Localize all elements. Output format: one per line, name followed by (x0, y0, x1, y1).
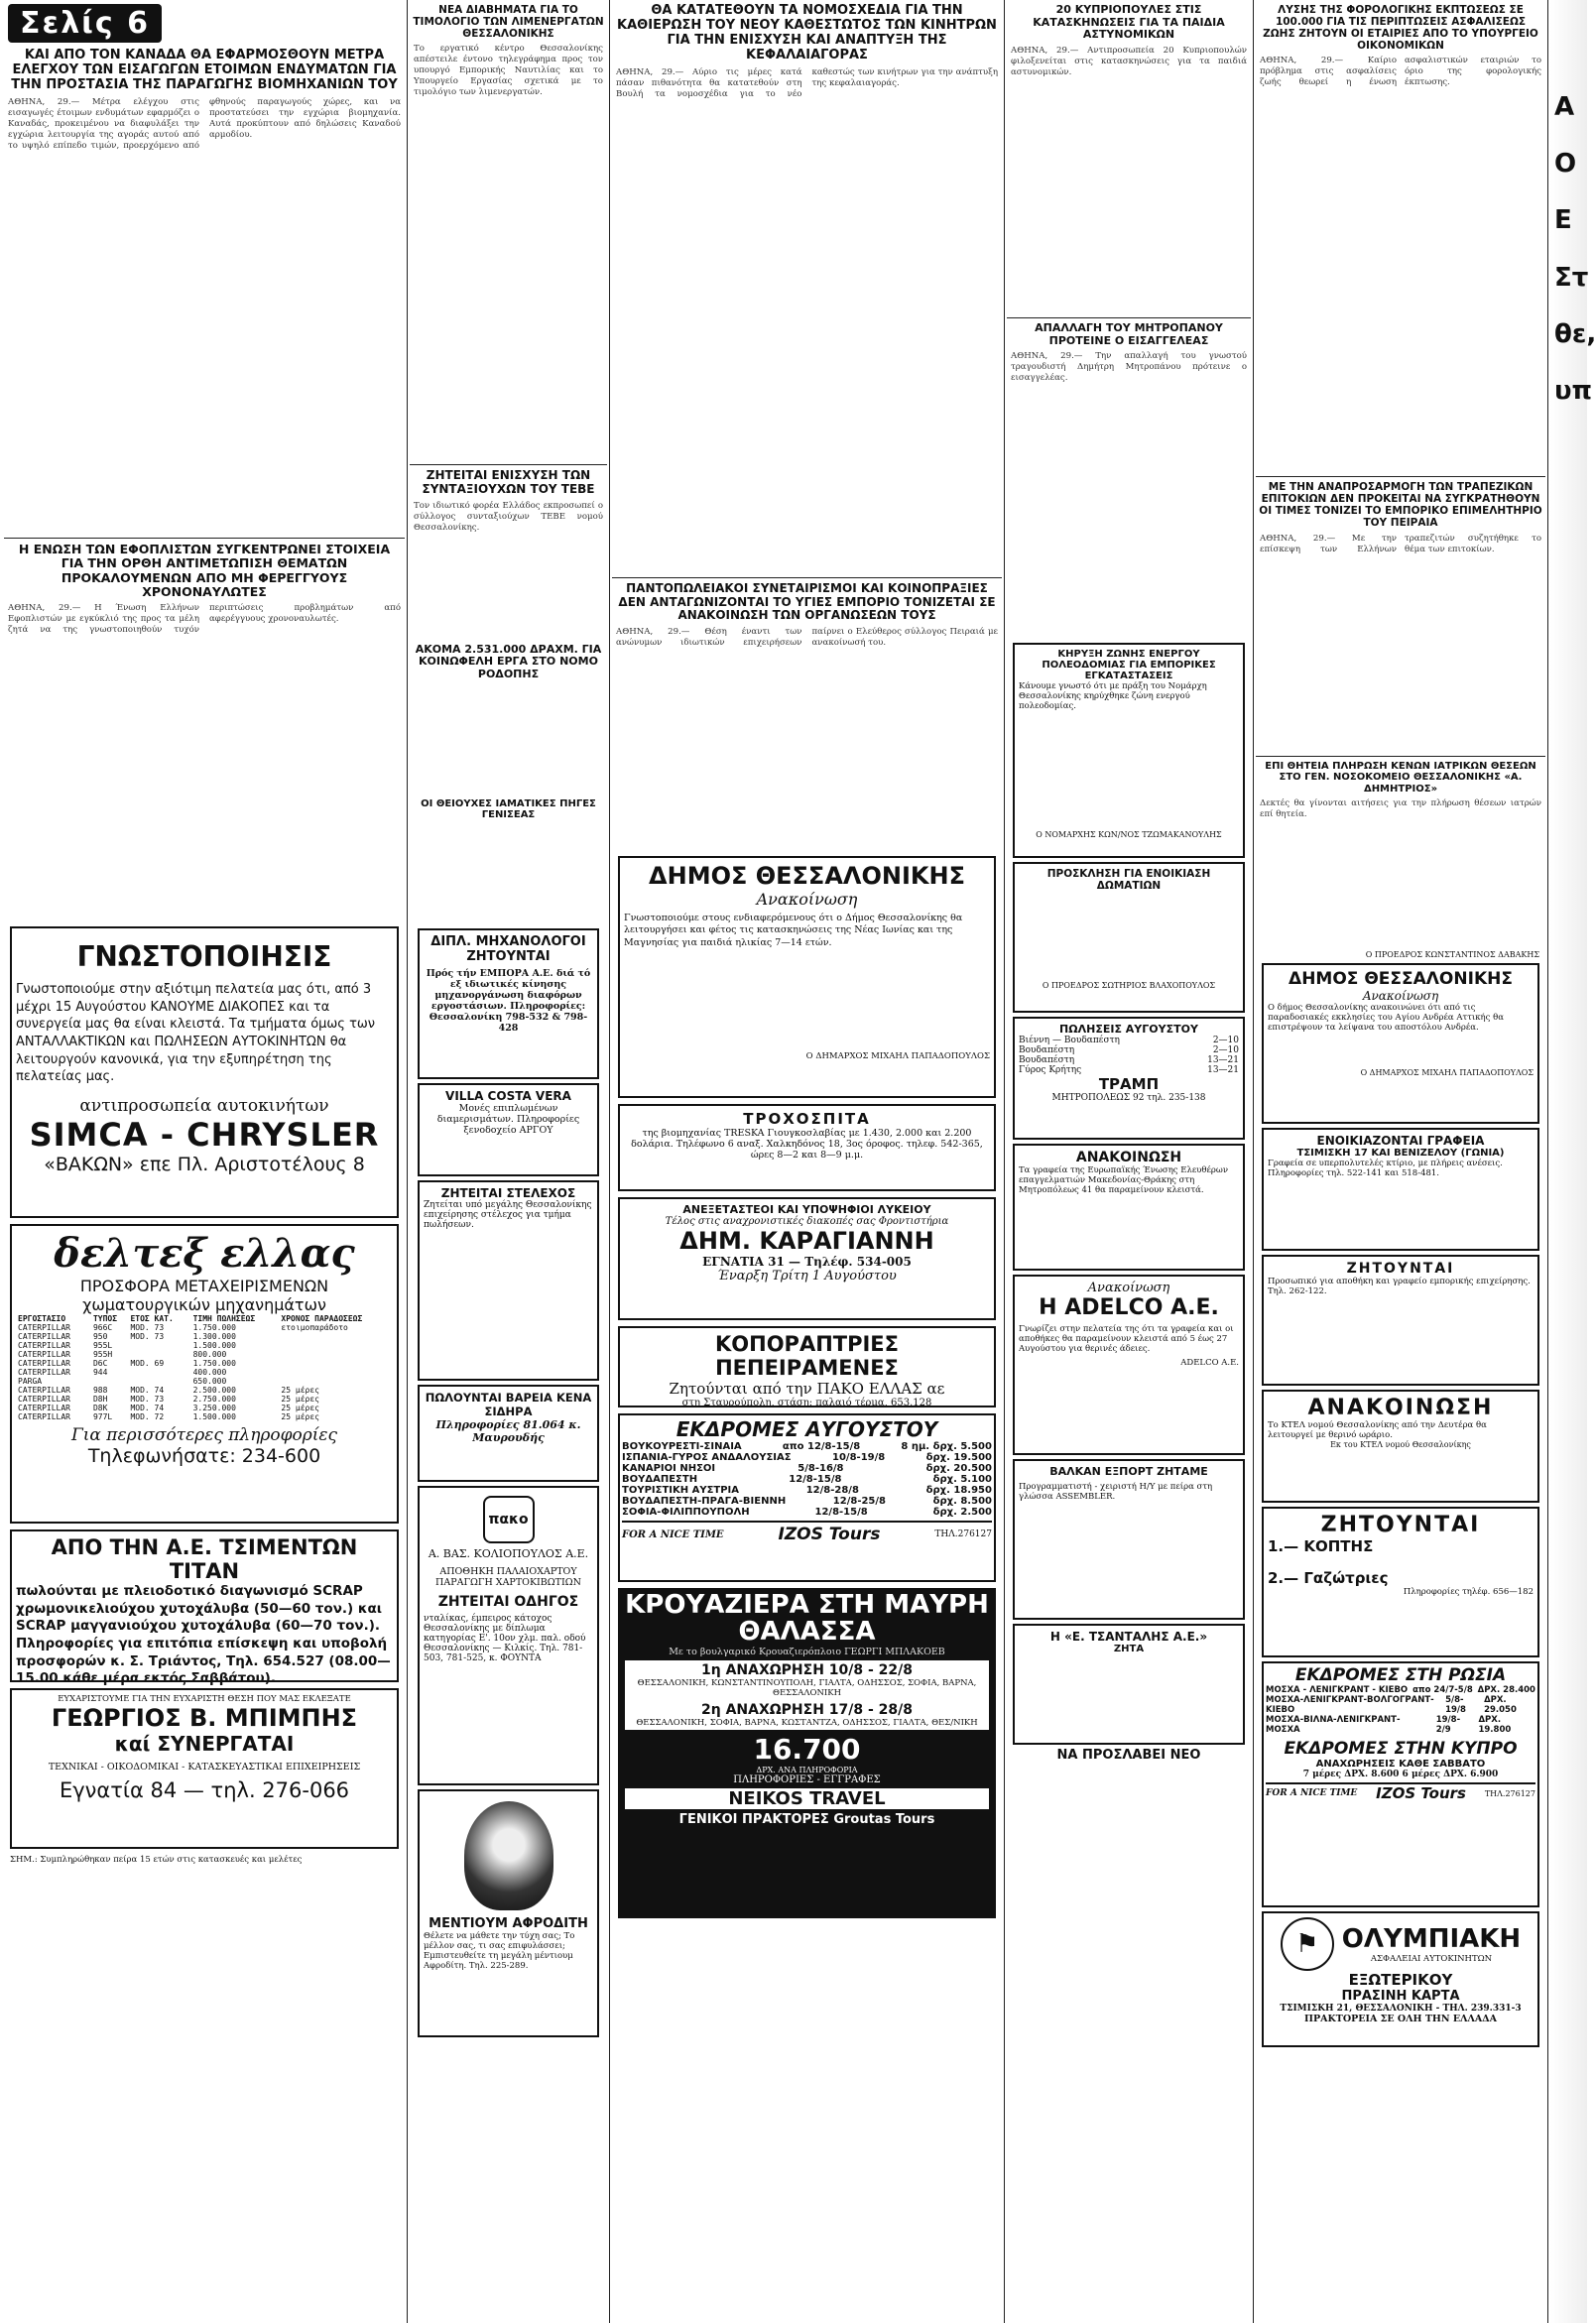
ad-seamstresses: ΚΟΠΟΡΑΠΤΡΙΕΣ ΠΕΠΕΙΡΑΜΕΝΕΣ Ζητούνται από την ΠΑΚΟ ΕΛΛΑΣ αε στη Σταυρούπολη, στάση: παλαιό τέρμα, 653.128 (618, 1326, 996, 1407)
table-header-cell: ΕΤΟΣ ΚΑΤ. (130, 1314, 174, 1324)
headline-cooperatives: ΠΑΝΤΟΠΩΛΕΙΑΚΟΙ ΣΥΝΕΤΑΙΡΙΣΜΟΙ ΚΑΙ ΚΟΙΝΟΠΡΑΞΙΕΣ ΔΕΝ ΑΝΤΑΓΩΝΙΖΟΝΤΑΙ ΤΟ ΥΓΙΕΣ ΕΜΠΟΡΙΟ ΤΟΝΙΖΕΤΑΙ ΣΕ ΑΝΑΚΟΙΝΩΣΗ ΤΩΝ ΟΡΓΑΝΩΣΕΩΝ ΤΟΥΣ (618, 580, 996, 623)
table-header-cell: ΕΡΓΟΣΤΑΣΙΟ (18, 1314, 66, 1324)
headline-insurance-tax: ΛΥΣΗΣ ΤΗΣ ΦΟΡΟΛΟΓΙΚΗΣ ΕΚΠΤΩΣΕΩΣ ΣΕ 100.000 ΓΙΑ ΤΙΣ ΠΕΡΙΠΤΩΣΕΙΣ ΑΣΦΑΛΙΣΕΩΣ ΖΩΗΣ ΖΗΤΟΥΝ ΟΙ ΕΤΑΙΡΙΕΣ ΑΠΟ ΤΟ ΥΠΟΥΡΓΕΙΟ ΟΙΚΟΝΟΜΙΚΩΝ (1263, 4, 1538, 53)
table-header-cell: ΤΙΜΗ ΠΩΛΗΣΕΩΣ (192, 1314, 256, 1324)
table-cell: 1.500.000 (192, 1412, 236, 1422)
table-header-cell: ΧΡΟΝΟΣ ΠΑΡΑΔΟΣΕΩΣ (281, 1314, 363, 1324)
table-cell: 800.000 (192, 1350, 227, 1360)
table-cell: 1.750.000 (192, 1323, 236, 1333)
tour-row-cell: ΒΟΥΚΟΥΡΕΣΤΙ-ΣΙΝΑΙΑ (622, 1441, 742, 1453)
tour-row (1019, 1055, 1239, 1065)
tour-row (622, 1452, 992, 1463)
tour-row (1266, 1695, 1535, 1715)
table-cell: 25 μέρες (281, 1386, 319, 1396)
table-row (16, 1341, 393, 1350)
ad-rooms: ΠΡΟΣΚΛΗΣΗ ΓΙΑ ΕΝΟΙΚΙΑΣΗ ΔΩΜΑΤΙΩΝ Ο ΠΡΟΕΔΡΟΣ ΣΩΤΗΡΙΟΣ ΒΛΑΧΟΠΟΥΛΟΣ (1013, 862, 1245, 1013)
column-5: ΛΥΣΗΣ ΤΗΣ ΦΟΡΟΛΟΓΙΚΗΣ ΕΚΠΤΩΣΕΩΣ ΣΕ 100.000 ΓΙΑ ΤΙΣ ΠΕΡΙΠΤΩΣΕΙΣ ΑΣΦΑΛΙΣΕΩΣ ΖΩΗΣ ΖΗΤΟΥΝ ΟΙ ΕΤΑΙΡΙΕΣ ΑΠΟ ΤΟ ΥΠΟΥΡΓΕΙΟ ΟΙΚΟΝΟΜΙΚΩΝ ΑΘΗΝΑ, 29.— Καίριο πρόβλημα στις ασφαλίσεις ζωής θεωρεί η ένωση ασφαλιστικών εταιριών το όριο της φορολογικής έκπτωσης. ΜΕ ΤΗΝ ΑΝΑΠΡΟΣΑΡΜΟΓΗ ΤΩΝ ΤΡΑΠΕΖΙΚΩΝ ΕΠΙΤΟΚΙΩΝ ΔΕΝ ΠΡΟΚΕΙΤΑΙ ΝΑ ΣΥΓΚΡΑΤΗΘΟΥΝ ΟΙ ΤΙΜΕΣ ΤΟΝΙΖΕΙ ΤΟ ΕΜΠΟΡΙΚΟ ΕΠΙΜΕΛΗΤΗΡΙΟ ΤΟΥ ΠΕΙΡΑΙΑ ΑΘΗΝΑ, 29.— Με την επίσκεψη των Ελλήνων τραπεζιτών συζητήθηκε το θέμα των επιτοκίων. ΕΠΙ ΘΗΤΕΙΑ ΠΛΗΡΩΣΗ ΚΕΝΩΝ ΙΑΤΡΙΚΩΝ ΘΕΣΕΩΝ ΣΤΟ ΓΕΝ. ΝΟΣΟΚΟΜΕΙΟ ΘΕΣΣΑΛΟΝΙΚΗΣ «Α. ΔΗΜΗΤΡΙΟΣ» Δεκτές θα γίνονται αιτήσεις για την πλήρωση θέσεων ιατρών επί θητεία. Ο ΠΡΟΕΔΡΟΣ ΚΩΝΣΤΑΝΤΙΝΟΣ ΔΑΒΑΚΗΣ ΔΗΜΟΣ ΘΕΣΣΑΛΟΝΙΚΗΣ Ανακοίνωση Ο δήμος Θεσσαλονίκης ανακοινώνει ότι από τις παραδοσιακές εκκλησίες του Αγίου Ανδρέα Αττικής θα επιστρέψουν τα λείψανα του αποστόλου Ανδρέα. Ο ΔΗΜΑΡΧΟΣ ΜΙΧΑΗΛ ΠΑΠΑΔΟΠΟΥΛΟΣ ΕΝΟΙΚΙΑΖΟΝΤΑΙ ΓΡΑΦΕΙΑ ΤΣΙΜΙΣΚΗ 17 ΚΑΙ ΒΕΝΙΖΕΛΟΥ (ΓΩΝΙΑ) Γραφεία σε υπερπολυτελές κτίριο, με πλήρεις ανέσεις. Πληροφορίες τηλ. 522-141 και 518-481. ΖΗΤΟΥΝΤΑΙ Προσωπικό για αποθήκη και γραφείο εμπορικής επιχείρησης. Τηλ. 262-122. ΑΝΑΚΟΙΝΩΣΗ Το ΚΤΕΛ νομού Θεσσαλονίκης από την Δευτέρα θα λειτουργεί με θερινό ωράριο. Εκ του ΚΤΕΛ νομού Θεσσαλονίκης ΖΗΤΟΥΝΤΑΙ 1.— ΚΟΠΤΗΣ 2.— Γαζώτριες Πληροφορίες τηλέφ. 656—182 ΕΚΔΡΟΜΕΣ ΣΤΗ ΡΩΣΙΑ ΜΟΣΧΑ - ΛΕΝΙΓΚΡΑΝΤ - ΚΙΕΒΟ απο 24/7-5/8 ΔΡΧ. 28.400 ΜΟΣΧΑ-ΛΕΝΙΓΚΡΑΝΤ-ΒΟΛΓΟΓΡΑΝΤ-ΚΙΕΒΟ 5/8-19/8 ΔΡΧ. 29.050 ΜΟΣΧΑ-ΒΙΛΝΑ-ΛΕΝΙΓΚΡΑΝΤ-ΜΟΣΧΑ 19/8-2/9 ΔΡΧ. 19.800 ΕΚΔΡΟΜΕΣ ΣΤΗΝ ΚΥΠΡΟ ΑΝΑΧΩΡΗΣΕΙΣ ΚΑΘΕ ΣΑΒΒΑΤΟ 7 μέρες ΔΡΧ. 8.600 6 μέρες ΔΡΧ. 6.900 FOR A NICE TIME IZOS Tours ΤΗΛ.276127 ⚑ ΟΛΥΜΠΙΑΚΗ ΑΣΦΑΛΕΙΑΙ ΑΥΤΟΚΙΝΗΤΩΝ ΕΞΩΤΕΡΙΚΟΥ ΠΡΑΣΙΝΗ ΚΑΡΤΑ ΤΣΙΜΙΣΚΗ 21, ΘΕΣΣΑΛΟΝΙΚΗ - ΤΗΛ. 239.331-3 ΠΡΑΚΤΟΡΕΙΑ ΣΕ ΟΛΗ ΤΗΝ ΕΛΛΑΔΑ (1256, 0, 1545, 2323)
tour-row-cell: Βουδαπέστη (1019, 1045, 1075, 1056)
ad-municipality-camps: ΔΗΜΟΣ ΘΕΣΣΑΛΟΝΙΚΗΣ Ανακοίνωση Γνωστοποιούμε στους ενδιαφερόμενους ότι ο Δήμος Θεσσαλονίκης θα λειτουργήσει και φέτος τις κατασκηνώσεις της Νέας Ιωνίας και της Μαγνησίας για παιδιά ηλικίας 7—14 ετών. Ο ΔΗΜΑΡΧΟΣ ΜΙΧΑΗΛ ΠΑΠΑΔΟΠΟΥΛΟΣ (618, 856, 996, 1098)
edge-fragment: υπ (1554, 375, 1593, 406)
tour-row-cell: 8 ημ. δρχ. 5.500 (901, 1441, 992, 1453)
deltex-logo: δελτεξ ελλας (54, 1230, 355, 1278)
tour-row-cell: Βουδαπέστη (1019, 1055, 1075, 1066)
tour-row-cell: 2—10 (1212, 1036, 1239, 1046)
tour-row-cell: ΚΑΝΑΡΙΟΙ ΝΗΣΟΙ (622, 1463, 716, 1475)
table-cell: MOD. 74 (130, 1386, 165, 1396)
headline-dockworkers: ΝΕΑ ΔΙΑΒΗΜΑΤΑ ΓΙΑ ΤΟ ΤΙΜΟΛΟΓΙΟ ΤΩΝ ΛΙΜΕΝΕΡΓΑΤΩΝ ΘΕΣΣΑΛΟΝΙΚΗΣ (413, 4, 604, 41)
tour-row-cell: ΙΣΠΑΝΙΑ-ΓΥΡΟΣ ΑΝΔΑΛΟΥΣΙΑΣ (622, 1452, 792, 1464)
table-cell: 950 (92, 1332, 108, 1342)
table-cell: 25 μέρες (281, 1395, 319, 1405)
edge-fragment: Α (1554, 92, 1575, 122)
ad-pako: πακο Α. ΒΑΣ. ΚΟΛΙΟΠΟΥΛΟΣ Α.Ε. ΑΠΟΘΗΚΗ ΠΑΛΑΙΟΧΑΡΤΟΥ ΠΑΡΑΓΩΓΗ ΧΑΡΤΟΚΙΒΩΤΙΩΝ ΖΗΤΕΙΤΑΙ ΟΔΗΓΟΣ νταλίκας, έμπειρος κάτοχος Θεσσαλονίκης με δίπλωμα κατηγορίας Ε'. 10ον χλμ. παλ. οδού Θεσσαλονίκης — Κιλκίς. Τηλ. 781-503, 781-525, κ. ΦΟΥΝΤΑ (418, 1486, 599, 1785)
tour-row-cell: 13—21 (1207, 1055, 1239, 1066)
edge-fragment: Ο (1554, 149, 1577, 180)
table-cell: CATERPILLAR (18, 1368, 70, 1378)
table-cell: 1.750.000 (192, 1359, 236, 1369)
table-cell: CATERPILLAR (18, 1412, 70, 1422)
table-header-cell: ΤΥΠΟΣ (92, 1314, 118, 1324)
ad-black-sea-cruise: ΚΡΟΥΑΖΙΕΡΑ ΣΤΗ ΜΑΥΡΗ ΘΑΛΑΣΣΑ Με το βουλγαρικό Κρουαζιερόπλοιο ΓΕΩΡΓΙ ΜΠΛΑΚΟΕΒ 1η ΑΝΑΧΩΡΗΣΗ 10/8 - 22/8 ΘΕΣΣΑΛΟΝΙΚΗ, ΚΩΝΣΤΑΝΤΙΝΟΥΠΟΛΗ, ΓΙΑΛΤΑ, ΟΔΗΣΣΟΣ, ΣΟΦΙΑ, ΒΑΡΝΑ, ΘΕΣΣΑΛΟΝΙΚΗ 2η ΑΝΑΧΩΡΗΣΗ 17/8 - 28/8 ΘΕΣΣΑΛΟΝΙΚΗ, ΣΟΦΙΑ, ΒΑΡΝΑ, ΚΩΣΤΑΝΤΖΑ, ΟΔΗΣΣΟΣ, ΓΙΑΛΤΑ, ΘΕΣ/ΝΙΚΗ 16.700 ΔΡΧ. ΑΝΑ ΠΛΗΡΟΦΟΡΙΑ ΠΛΗΡΟΦΟΡΙΕΣ - ΕΓΓΡΑΦΕΣ NEIKOS TRAVEL ΓΕΝΙΚΟΙ ΠΡΑΚΤΟΡΕΣ Groutas Tours (618, 1588, 996, 1918)
table-cell (279, 1377, 393, 1386)
headline-canada-imports: ΚΑΙ ΑΠΟ ΤΟΝ ΚΑΝΑΔΑ ΘΑ ΕΦΑΡΜΟΣΘΟΥΝ ΜΕΤΡΑ ΕΛΕΓΧΟΥ ΤΩΝ ΕΙΣΑΓΩΓΩΝ ΕΤΟΙΜΩΝ ΕΝΔΥΜΑΤΩΝ ΓΙΑ ΤΗΝ ΠΡΟΣΤΑΣΙΑ ΤΗΣ ΠΑΡΑΓΩΓΗΣ ΒΙΟΜΗΧΑΝΙΩΝ ΤΟΥ (11, 48, 398, 92)
table-cell: PARGA (18, 1377, 43, 1387)
article-shipowners: ΑΘΗΝΑ, 29.— Η Ένωση Ελλήνων Εφοπλιστών με εγκύκλιό της προς τα μέλη ζητά να της γνωστοποιηθούν τυχόν περιπτώσεις προβλημάτων από αφερέγγυους χρονοναυλωτές. (8, 603, 401, 636)
table-row (16, 1350, 393, 1359)
table-row (16, 1386, 393, 1395)
tour-row (622, 1507, 992, 1518)
table-cell: ετοιμοπαράδοτο (281, 1323, 348, 1333)
tour-row-cell: ΣΟΦΙΑ-ΦΙΛΙΠΠΟΥΠΟΛΗ (622, 1507, 750, 1519)
headline-hire: ΝΑ ΠΡΟΣΛΑΒΕΙ ΝΕΟ (1056, 1748, 1201, 1764)
adjacent-page-edge (1550, 0, 1596, 2323)
tour-row-cell: Γύρος Κρήτης (1019, 1065, 1082, 1076)
table-cell: 977L (92, 1412, 113, 1422)
table-cell: 25 μέρες (281, 1412, 319, 1422)
column-4: 20 ΚΥΠΡΙΟΠΟΥΛΕΣ ΣΤΙΣ ΚΑΤΑΣΚΗΝΩΣΕΙΣ ΓΙΑ ΤΑ ΠΑΙΔΙΑ ΑΣΤΥΝΟΜΙΚΩΝ ΑΘΗΝΑ, 29.— Αντιπροσωπεία 20 Κυπριοπουλών φιλοξενείται στις κατασκηνώσεις για τα παιδιά αστυνομικών. ΑΠΑΛΛΑΓΗ ΤΟΥ ΜΗΤΡΟΠΑΝΟΥ ΠΡΟΤΕΙΝΕ Ο ΕΙΣΑΓΓΕΛΕΑΣ ΑΘΗΝΑ, 29.— Την απαλλαγή του γνωστού τραγουδιστή Δημήτρη Μητροπάνου πρότεινε ο εισαγγελέας. ΚΗΡΥΞΗ ΖΩΝΗΣ ΕΝΕΡΓΟΥ ΠΟΛΕΟΔΟΜΙΑΣ ΓΙΑ ΕΜΠΟΡΙΚΕΣ ΕΓΚΑΤΑΣΤΑΣΕΙΣ Κάνουμε γνωστό ότι με πράξη του Νομάρχη Θεσσαλονίκης κηρύχθηκε ζώνη ενεργού πολεοδομίας. Ο ΝΟΜΑΡΧΗΣ ΚΩΝ/ΝΟΣ ΤΖΩΜΑΚΑΝΟΥΛΗΣ ΠΡΟΣΚΛΗΣΗ ΓΙΑ ΕΝΟΙΚΙΑΣΗ ΔΩΜΑΤΙΩΝ Ο ΠΡΟΕΔΡΟΣ ΣΩΤΗΡΙΟΣ ΒΛΑΧΟΠΟΥΛΟΣ ΠΩΛΗΣΕΙΣ ΑΥΓΟΥΣΤΟΥ Βιέννη — Βουδαπέστη 2—10 Βουδαπέστη 2—10 Βουδαπέστη 13—21 Γύρος Κρήτης 13—21 ΤΡΑΜΠ ΜΗΤΡΟΠΟΛΕΩΣ 92 τηλ. 235-138 ΑΝΑΚΟΙΝΩΣΗ Τα γραφεία της Ευρωπαϊκής Ένωσης Ελευθέρων επαγγελματιών Μακεδονίας-Θράκης στη Μητροπόλεως 41 θα παραμείνουν κλειστά. Ανακοίνωση Η ADELCO Α.Ε. Γνωρίζει στην πελατεία της ότι τα γραφεία και οι αποθήκες θα παραμείνουν κλειστά από 5 έως 27 Αυγούστου για θερινές άδειες. ADELCO Α.Ε. ΒΑΛΚΑΝ ΕΞΠΟΡΤ ΖΗΤΑΜΕ Προγραμματιστή - χειριστή Η/Υ με πείρα στη γλώσσα ASSEMBLER. Η «Ε. ΤΣΑΝΤΑΛΗΣ Α.Ε.» ΖΗΤΑ ΝΑ ΠΡΟΣΛΑΒΕΙ ΝΕΟ (1007, 0, 1251, 2323)
ad-municipality-relics: ΔΗΜΟΣ ΘΕΣΣΑΛΟΝΙΚΗΣ Ανακοίνωση Ο δήμος Θεσσαλονίκης ανακοινώνει ότι από τις παραδοσιακές εκκλησίες του Αγίου Ανδρέα Αττικής θα επιστρέψουν τα λείψανα του αποστόλου Ανδρέα. Ο ΔΗΜΑΡΧΟΣ ΜΙΧΑΗΛ ΠΑΠΑΔΟΠΟΥΛΟΣ (1262, 963, 1539, 1124)
ad-villa: VILLA COSTA VERA Μονές επιπλωμένων διαμερισμάτων. Πληροφορίες ξενοδοχείο ΑΡΓΟΥ (418, 1083, 599, 1176)
tour-row (1019, 1045, 1239, 1055)
tour-row-cell: δρχ. 8.500 (932, 1496, 992, 1508)
article-canada: ΑΘΗΝΑ, 29.— Μέτρα ελέγχου στις εισαγωγές έτοιμων ενδυμάτων εφαρμόζει ο Καναδάς, προκειμένου να διαφυλάξει την εγχώρια λειτουργία της αγοράς αυτού από το υψηλό επίπεδο τιμών, προερχόμενο από φθηνούς παραγωγούς χώρες, και να προστατεύσει την εγχώρια βιομηχανία. Αυτά προκύπτουν από δηλώσεις Καναδού αρμοδίου. (8, 96, 401, 151)
ad-engineers: ΔΙΠΛ. ΜΗΧΑΝΟΛΟΓΟΙ ΖΗΤΟΥΝΤΑΙ Πρός τήν ΕΜΠΟΡΑ Α.Ε. διά τό εξ ιδιωτικές κίνησης μηχανοργάνωση διαφόρων εργοστάσιων. Πληροφορίες: Θεσσαλονίκη 798-532 & 798-428 (418, 928, 599, 1079)
table-cell: CATERPILLAR (18, 1350, 70, 1360)
brand-simca-chrysler: SIMCA - CHRYSLER (29, 1115, 380, 1154)
table-cell: D8K (92, 1404, 108, 1413)
tour-row-cell: δρχ. 19.500 (925, 1452, 992, 1464)
table-cell (128, 1350, 190, 1359)
table-cell (128, 1341, 190, 1350)
table-cell: CATERPILLAR (18, 1359, 70, 1369)
column-divider (407, 0, 408, 2323)
table-cell: CATERPILLAR (18, 1332, 70, 1342)
ad-tsantalis: Η «Ε. ΤΣΑΝΤΑΛΗΣ Α.Ε.» ΖΗΤΑ (1013, 1624, 1245, 1745)
table-cell: 3.250.000 (192, 1404, 236, 1413)
table-cell: 25 μέρες (281, 1404, 319, 1413)
tour-row-cell: δρχ. 5.100 (932, 1474, 992, 1486)
headline-springs: ΟΙ ΘΕΙΟΥΧΕΣ ΙΑΜΑΤΙΚΕΣ ΠΗΓΕΣ ΓΕΝΙΣΕΑΣ (421, 797, 596, 821)
ad-offices-rent: ΕΝΟΙΚΙΑΖΟΝΤΑΙ ΓΡΑΦΕΙΑ ΤΣΙΜΙΣΚΗ 17 ΚΑΙ ΒΕΝΙΖΕΛΟΥ (ΓΩΝΙΑ) Γραφεία σε υπερπολυτελές κτίριο, με πλήρεις ανέσεις. Πληροφορίες τηλ. 522-141 και 518-481. (1262, 1128, 1539, 1251)
table-cell: 988 (92, 1386, 108, 1396)
ad-bimbis: ΕΥΧΑΡΙΣΤΟΥΜΕ ΓΙΑ ΤΗΝ ΕΥΧΑΡΙΣΤΗ ΘΕΣΗ ΠΟΥ ΜΑΣ ΕΚΛΕΞΑΤΕ ΓΕΩΡΓΙΟΣ Β. ΜΠΙΜΠΗΣ καί ΣΥΝΕΡΓΑΤΑΙ ΤΕΧΝΙΚΑΙ - ΟΙΚΟΔΟΜΙΚΑΙ - ΚΑΤΑΣΚΕΥΑΣΤΙΚΑΙ ΕΠΙΧΕΙΡΗΣΕΙΣ Εγνατία 84 — τηλ. 276-066 (10, 1688, 399, 1849)
tour-row-cell: ΔΡΧ. 19.800 (1478, 1715, 1512, 1735)
headline-shipowners: Η ΕΝΩΣΗ ΤΩΝ ΕΦΟΠΛΙΣΤΩΝ ΣΥΓΚΕΝΤΡΩΝΕΙ ΣΤΟΙΧΕΙΑ ΓΙΑ ΤΗΝ ΟΡΘΗ ΑΝΤΙΜΕΤΩΠΙΣΗ ΘΕΜΑΤΩΝ ΠΡΟΚΑΛΟΥΜΕΝΩΝ ΑΠΟ ΜΗ ΦΕΡΕΓΓΥΟΥΣ ΧΡΟΝΟΝΑΥΛΩΤΕΣ (18, 541, 391, 599)
table-row (16, 1359, 393, 1368)
table-cell (128, 1368, 190, 1377)
tour-row-cell: απο 24/7-5/8 (1412, 1685, 1473, 1695)
table-cell: 650.000 (192, 1377, 227, 1387)
table-cell: 955H (92, 1350, 113, 1360)
column-3: ΘΑ ΚΑΤΑΤΕΘΟΥΝ ΤΑ ΝΟΜΟΣΧΕΔΙΑ ΓΙΑ ΤΗΝ ΚΑΘΙΕΡΩΣΗ ΤΟΥ ΝΕΟΥ ΚΑΘΕΣΤΩΤΟΣ ΤΩΝ ΚΙΝΗΤΡΩΝ ΓΙΑ ΤΗΝ ΕΝΙΣΧΥΣΗ ΚΑΙ ΑΝΑΠΤΥΞΗ ΤΗΣ ΚΕΦΑΛΑΙΑΓΟΡΑΣ ΑΘΗΝΑ, 29.— Αύριο τις μέρες κατά πάσαν πιθανότητα θα κατατεθούν στη Βουλή τα νομοσχέδια για το νέο καθεστώς των κινήτρων για την ανάπτυξη της κεφαλαιαγοράς. ΠΑΝΤΟΠΩΛΕΙΑΚΟΙ ΣΥΝΕΤΑΙΡΙΣΜΟΙ ΚΑΙ ΚΟΙΝΟΠΡΑΞΙΕΣ ΔΕΝ ΑΝΤΑΓΩΝΙΖΟΝΤΑΙ ΤΟ ΥΓΙΕΣ ΕΜΠΟΡΙΟ ΤΟΝΙΖΕΤΑΙ ΣΕ ΑΝΑΚΟΙΝΩΣΗ ΤΩΝ ΟΡΓΑΝΩΣΕΩΝ ΤΟΥΣ ΑΘΗΝΑ, 29.— Θέση έναντι των ανώνυμων ιδιωτικών επιχειρήσεων παίρνει ο Ελεύθερος σύλλογος Πειραιά με ανακοίνωσή του. ΔΗΜΟΣ ΘΕΣΣΑΛΟΝΙΚΗΣ Ανακοίνωση Γνωστοποιούμε στους ενδιαφερόμενους ότι ο Δήμος Θεσσαλονίκης θα λειτουργήσει και φέτος τις κατασκηνώσεις της Νέας Ιωνίας και της Μαγνησίας για παιδιά ηλικίας 7—14 ετών. Ο ΔΗΜΑΡΧΟΣ ΜΙΧΑΗΛ ΠΑΠΑΔΟΠΟΥΛΟΣ ΤΡΟΧΟΣΠΙΤΑ της βιομηχανίας TRESKA Γιουγκοσλαβίας με 1.430, 2.000 και 2.200 δολάρια. Τηλέφωνο 6 αναξ. Χαλκηδόνος 18, 3ος όροφος. τηλεφ. 542-365, ώρες 8—2 και 8—9 μ.μ. ΑΝΕΞΕΤΑΣΤΕΟΙ ΚΑΙ ΥΠΟΨΗΦΙΟΙ ΛΥΚΕΙΟΥ Τέλος στις αναχρονιστικές διακοπές σας Φροντιστήρια ΔΗΜ. ΚΑΡΑΓΙΑΝΝΗ ΕΓΝΑΤΙΑ 31 — Τηλέφ. 534-005 Έναρξη Τρίτη 1 Αυγούστου ΚΟΠΟΡΑΠΤΡΙΕΣ ΠΕΠΕΙΡΑΜΕΝΕΣ Ζητούνται από την ΠΑΚΟ ΕΛΛΑΣ αε στη Σταυρούπολη, στάση: παλαιό τέρμα, 653.128 ΕΚΔΡΟΜΕΣ ΑΥΓΟΥΣΤΟΥ ΒΟΥΚΟΥΡΕΣΤΙ-ΣΙΝΑΙΑ απο 12/8-15/8 8 ημ. δρχ. 5.500 ΙΣΠΑΝΙΑ-ΓΥΡΟΣ ΑΝΔΑΛΟΥΣΙΑΣ 10/8-19/8 δρχ. 19.500 ΚΑΝΑΡΙΟΙ ΝΗΣΟΙ 5/8-16/8 δρχ. 20.500 ΒΟΥΔΑΠΕΣΤΗ 12/8-15/8 δρχ. 5.100 ΤΟΥΡΙΣΤΙΚΗ ΑΥΣΤΡΙΑ 12/8-28/8 δρχ. 18.950 ΒΟΥΔΑΠΕΣΤΗ-ΠΡΑΓΑ-ΒΙΕΝΝΗ 12/8-25/8 δρχ. 8.500 ΣΟΦΙΑ-ΦΙΛΙΠΠΟΥΠΟΛΗ 12/8-15/8 δρχ. 2.500 FOR A NICE TIME IZOS Tours ΤΗΛ.276127 ΚΡΟΥΑΖΙΕΡΑ ΣΤΗ ΜΑΥΡΗ ΘΑΛΑΣΣΑ Με το βουλγαρικό Κρουαζιερόπλοιο ΓΕΩΡΓΙ ΜΠΛΑΚΟΕΒ 1η ΑΝΑΧΩΡΗΣΗ 10/8 - 22/8 ΘΕΣΣΑΛΟΝΙΚΗ, ΚΩΝΣΤΑΝΤΙΝΟΥΠΟΛΗ, ΓΙΑΛΤΑ, ΟΔΗΣΣΟΣ, ΣΟΦΙΑ, ΒΑΡΝΑ, ΘΕΣΣΑΛΟΝΙΚΗ 2η ΑΝΑΧΩΡΗΣΗ 17/8 - 28/8 ΘΕΣΣΑΛΟΝΙΚΗ, ΣΟΦΙΑ, ΒΑΡΝΑ, ΚΩΣΤΑΝΤΖΑ, ΟΔΗΣΣΟΣ, ΓΙΑΛΤΑ, ΘΕΣ/ΝΙΚΗ 16.700 ΔΡΧ. ΑΝΑ ΠΛΗΡΟΦΟΡΙΑ ΠΛΗΡΟΦΟΡΙΕΣ - ΕΓΓΡΑΦΕΣ NEIKOS TRAVEL ΓΕΝΙΚΟΙ ΠΡΑΚΤΟΡΕΣ Groutas Tours (612, 0, 1002, 2323)
machinery-table (16, 1314, 393, 1421)
table-cell (279, 1368, 393, 1377)
table-cell: MOD. 73 (130, 1323, 165, 1333)
tour-row-cell: ΜΟΣΧΑ - ΛΕΝΙΓΚΡΑΝΤ - ΚΙΕΒΟ (1266, 1685, 1409, 1695)
tour-row-cell: 12/8-15/8 (814, 1507, 868, 1519)
headline-rodopi: ΑΚΟΜΑ 2.531.000 ΔΡΑΧΜ. ΓΙΑ ΚΟΙΝΩΦΕΛΗ ΕΡΓΑ ΣΤΟ ΝΟΜΟ ΡΟΔΟΠΗΣ (415, 642, 602, 681)
table-cell: 2.750.000 (192, 1395, 236, 1405)
table-cell: 2.500.000 (192, 1386, 236, 1396)
tour-row-cell: ΜΟΣΧΑ-ΒΙΛΝΑ-ΛΕΝΙΓΚΡΑΝΤ-ΜΟΣΧΑ (1266, 1715, 1401, 1735)
ad-deltex-machinery: δελτεξ ελλας ΠΡΟΣΦΟΡΑ ΜΕΤΑΧΕΙΡΙΣΜΕΝΩΝ χωματουργικών μηχανημάτων ΕΡΓΟΣΤΑΣΙΟ ΤΥΠΟΣ ΕΤΟΣ ΚΑΤ. ΤΙΜΗ ΠΩΛΗΣΕΩΣ ΧΡΟΝΟΣ ΠΑΡΑΔΟΣΕΩΣ CATERPILLAR 966C MOD. 73 1.750.000 ετοιμοπαράδοτο CATERPILLAR 950 MOD. 73 1.300.000 CATERPILLAR 955L 1.500.000 CATERPILLAR 955H 800.000 CATERPILLAR D6C MOD. 69 1.750.000 CATERPILLAR 944 400.000 PARGA 650.000 CATERPILLAR 988 MOD. 74 2.500.000 25 μέρες CATERPILLAR D8H MOD. 73 2.750.000 25 μέρες CATERPILLAR D8K MOD. 74 3.250.000 25 μέρες CATERPILLAR 977L MOD. 72 1.500.000 25 μέρες Για περισσότερες πληροφορίες Τηλεφωνήσατε: 234-600 (10, 1224, 399, 1524)
tour-row (1266, 1685, 1535, 1695)
table-cell: MOD. 74 (130, 1404, 165, 1413)
table-cell (279, 1350, 393, 1359)
ad-wanted-staff: ΖΗΤΟΥΝΤΑΙ Προσωπικό για αποθήκη και γραφείο εμπορικής επιχείρησης. Τηλ. 262-122. (1262, 1255, 1539, 1386)
table-cell: MOD. 73 (130, 1395, 165, 1405)
table-row (16, 1368, 393, 1377)
ad-notice-vakon: ΓΝΩΣΤΟΠΟΙΗΣΙΣ Γνωστοποιούμε στην αξιότιμη πελατεία μας ότι, από 3 μέχρι 15 Αυγούστου ΚΑΝΟΥΜΕ ΔΙΑΚΟΠΕΣ και τα συνεργεία μας θα είναι κλειστά. Τα τμήματα όμως των ΑΝΤΑΛΛΑΚΤΙΚΩΝ και ΠΩΛΗΣΕΩΝ ΑΥΤΟΚΙΝΗΤΩΝ θα λειτουργούν κανονικά, για την εξυπηρέτηση της πελατείας μας. αντιπροσωπεία αυτοκινήτων SIMCA - CHRYSLER «ΒΑΚΩΝ» επε Πλ. Αριστοτέλους 8 (10, 926, 399, 1218)
tour-row-cell: ΤΟΥΡΙΣΤΙΚΗ ΑΥΣΤΡΙΑ (622, 1485, 740, 1497)
tour-row (622, 1463, 992, 1474)
table-cell (91, 1377, 128, 1386)
table-cell: 1.500.000 (192, 1341, 236, 1351)
edge-fragment: Στ (1554, 262, 1589, 293)
tour-row (622, 1485, 992, 1496)
tour-row-cell: δρχ. 18.950 (925, 1485, 992, 1497)
tour-row (622, 1474, 992, 1485)
tour-row (622, 1496, 992, 1507)
tour-row-cell: ΔΡΧ. 29.050 (1484, 1695, 1517, 1715)
table-cell: CATERPILLAR (18, 1341, 70, 1351)
table-row (16, 1395, 393, 1404)
table-cell: CATERPILLAR (18, 1323, 70, 1333)
ad-titan-cement: ΑΠΟ ΤΗΝ Α.Ε. ΤΣΙΜΕΝΤΩΝ ΤΙΤΑΝ πωλούνται με πλειοδοτικό διαγωνισμό SCRAP χρωμονικελιούχου χυτοχάλυβα (50—60 τον.) και SCRAP μαγγανιούχου χυτοχάλυβα (60—70 τον.). Πληροφορίες για επιτόπια επίσκεψη και υποβολή προσφορών κ. Σ. Τριάντος, Τηλ. 654.527 (08.00—15.00 κάθε μέρα εκτός Σαββάτου). (10, 1529, 399, 1682)
tour-row-cell: 13—21 (1207, 1065, 1239, 1076)
tour-row-cell: ΒΟΥΔΑΠΕΣΤΗ-ΠΡΑΓΑ-ΒΙΕΝΝΗ (622, 1496, 787, 1508)
table-cell: 955L (92, 1341, 113, 1351)
ad-russia-cyprus-tours: ΕΚΔΡΟΜΕΣ ΣΤΗ ΡΩΣΙΑ ΜΟΣΧΑ - ΛΕΝΙΓΚΡΑΝΤ - ΚΙΕΒΟ απο 24/7-5/8 ΔΡΧ. 28.400 ΜΟΣΧΑ-ΛΕΝΙΓΚΡΑΝΤ-ΒΟΛΓΟΓΡΑΝΤ-ΚΙΕΒΟ 5/8-19/8 ΔΡΧ. 29.050 ΜΟΣΧΑ-ΒΙΛΝΑ-ΛΕΝΙΓΚΡΑΝΤ-ΜΟΣΧΑ 19/8-2/9 ΔΡΧ. 19.800 ΕΚΔΡΟΜΕΣ ΣΤΗΝ ΚΥΠΡΟ ΑΝΑΧΩΡΗΣΕΙΣ ΚΑΘΕ ΣΑΒΒΑΤΟ 7 μέρες ΔΡΧ. 8.600 6 μέρες ΔΡΧ. 6.900 FOR A NICE TIME IZOS Tours ΤΗΛ.276127 (1262, 1661, 1539, 1907)
ad-title: ΓΝΩΣΤΟΠΟΙΗΣΙΣ (76, 940, 332, 974)
table-cell: D8H (92, 1395, 108, 1405)
headline-incentives: ΘΑ ΚΑΤΑΤΕΘΟΥΝ ΤΑ ΝΟΜΟΣΧΕΔΙΑ ΓΙΑ ΤΗΝ ΚΑΘΙΕΡΩΣΗ ΤΟΥ ΝΕΟΥ ΚΑΘΕΣΤΩΤΟΣ ΤΩΝ ΚΙΝΗΤΡΩΝ ΓΙΑ ΤΗΝ ΕΝΙΣΧΥΣΗ ΚΑΙ ΑΝΑΠΤΥΞΗ ΤΗΣ ΚΕΦΑΛΑΙΑΓΟΡΑΣ (617, 3, 997, 62)
ad-olympiaki-insurance: ⚑ ΟΛΥΜΠΙΑΚΗ ΑΣΦΑΛΕΙΑΙ ΑΥΤΟΚΙΝΗΤΩΝ ΕΞΩΤΕΡΙΚΟΥ ΠΡΑΣΙΝΗ ΚΑΡΤΑ ΤΣΙΜΙΣΚΗ 21, ΘΕΣΣΑΛΟΝΙΚΗ - ΤΗΛ. 239.331-3 ΠΡΑΚΤΟΡΕΙΑ ΣΕ ΟΛΗ ΤΗΝ ΕΛΛΑΔΑ (1262, 1911, 1539, 2047)
pako-logo: πακο (483, 1496, 535, 1543)
headline-interest-rates: ΜΕ ΤΗΝ ΑΝΑΠΡΟΣΑΡΜΟΓΗ ΤΩΝ ΤΡΑΠΕΖΙΚΩΝ ΕΠΙΤΟΚΙΩΝ ΔΕΝ ΠΡΟΚΕΙΤΑΙ ΝΑ ΣΥΓΚΡΑΤΗΘΟΥΝ ΟΙ ΤΙΜΕΣ ΤΟΝΙΖΕΙ ΤΟ ΕΜΠΟΡΙΚΟ ΕΠΙΜΕΛΗΤΗΡΙΟ ΤΟΥ ΠΕΙΡΑΙΑ (1259, 481, 1542, 530)
headline-mitropanos: ΑΠΑΛΛΑΓΗ ΤΟΥ ΜΗΤΡΟΠΑΝΟΥ ΠΡΟΤΕΙΝΕ Ο ΕΙΣΑΓΓΕΛΕΑΣ (1035, 320, 1223, 347)
ad-adelco: Ανακοίνωση Η ADELCO Α.Ε. Γνωρίζει στην πελατεία της ότι τα γραφεία και οι αποθήκες θα παραμείνουν κλειστά από 5 έως 27 Αυγούστου για θερινές άδειες. ADELCO Α.Ε. (1013, 1275, 1245, 1455)
table-row (16, 1377, 393, 1386)
cruise-price: 16.700 (753, 1732, 861, 1766)
tour-row-cell: ΒΟΥΔΑΠΕΣΤΗ (622, 1474, 698, 1486)
tour-row (622, 1441, 992, 1452)
table-cell: CATERPILLAR (18, 1386, 70, 1396)
table-cell: CATERPILLAR (18, 1404, 70, 1413)
table-cell: MOD. 69 (130, 1359, 165, 1369)
tour-row-cell: δρχ. 2.500 (932, 1507, 992, 1519)
ad-balkan-export: ΒΑΛΚΑΝ ΕΞΠΟΡΤ ΖΗΤΑΜΕ Προγραμματιστή - χειριστή Η/Υ με πείρα στη γλώσσα ASSEMBLER. (1013, 1459, 1245, 1620)
phone-number: Τηλεφωνήσατε: 234-600 (87, 1445, 321, 1468)
tour-row-cell: Βιέννη — Βουδαπέστη (1019, 1036, 1120, 1046)
headline-hospital: ΕΠΙ ΘΗΤΕΙΑ ΠΛΗΡΩΣΗ ΚΕΝΩΝ ΙΑΤΡΙΚΩΝ ΘΕΣΕΩΝ ΣΤΟ ΓΕΝ. ΝΟΣΟΚΟΜΕΙΟ ΘΕΣΣΑΛΟΝΙΚΗΣ «Α. ΔΗΜΗΤΡΙΟΣ» (1265, 760, 1536, 795)
izos-tours-logo: IZOS Tours (778, 1525, 881, 1545)
ad-medium: ΜΕΝΤΙΟΥΜ ΑΦΡΟΔΙΤΗ Θέλετε να μάθετε την τύχη σας; Το μέλλον σας, τι σας επιφυλάσσει; Εμπιστευθείτε τη μεγάλη μέντιουμ Αφροδίτη. Τηλ. 225-289. (418, 1789, 599, 2037)
ad-cutters: ΖΗΤΟΥΝΤΑΙ 1.— ΚΟΠΤΗΣ 2.— Γαζώτριες Πληροφορίες τηλέφ. 656—182 (1262, 1507, 1539, 1657)
ad-executive: ΖΗΤΕΙΤΑΙ ΣΤΕΛΕΧΟΣ Ζητείται υπό μεγάλης Θεσσαλονίκης επιχείρησης στέλεχος για τμήμα πωλήσεων. (418, 1180, 599, 1381)
ad-ktel: ΑΝΑΚΟΙΝΩΣΗ Το ΚΤΕΛ νομού Θεσσαλονίκης από την Δευτέρα θα λειτουργεί με θερινό ωράριο. Εκ του ΚΤΕΛ νομού Θεσσαλονίκης (1262, 1390, 1539, 1503)
ad-trump-tours: ΠΩΛΗΣΕΙΣ ΑΥΓΟΥΣΤΟΥ Βιέννη — Βουδαπέστη 2—10 Βουδαπέστη 2—10 Βουδαπέστη 13—21 Γύρος Κρήτης 13—21 ΤΡΑΜΠ ΜΗΤΡΟΠΟΛΕΩΣ 92 τηλ. 235-138 (1013, 1017, 1245, 1140)
headline-tebe: ΖΗΤΕΙΤΑΙ ΕΝΙΣΧΥΣΗ ΤΩΝ ΣΥΝΤΑΞΙΟΥΧΩΝ ΤΟΥ ΤΕΒΕ (422, 468, 595, 496)
page-number-label: Σελίς 6 (8, 4, 162, 43)
table-cell (279, 1359, 393, 1368)
tour-row (1019, 1065, 1239, 1075)
tour-row-cell: 10/8-19/8 (832, 1452, 886, 1464)
table-row (16, 1404, 393, 1412)
edge-fragment: θε, (1554, 318, 1596, 349)
tour-row (1019, 1036, 1239, 1045)
tour-row-cell: 2—10 (1212, 1045, 1239, 1056)
tour-row-cell: 12/8-28/8 (805, 1485, 859, 1497)
table-cell: MOD. 72 (130, 1412, 165, 1422)
ad-caravans: ΤΡΟΧΟΣΠΙΤΑ της βιομηχανίας TRESKA Γιουγκοσλαβίας με 1.430, 2.000 και 2.200 δολάρια. Τηλέφωνο 6 αναξ. Χαλκηδόνος 18, 3ος όροφος. τηλεφ. 542-365, ώρες 8—2 και 8—9 μ.μ. (618, 1104, 996, 1191)
tour-row-cell: 12/8-25/8 (832, 1496, 886, 1508)
table-cell: 400.000 (192, 1368, 227, 1378)
tour-row-cell: 5/8-19/8 (1445, 1695, 1466, 1715)
table-row (16, 1412, 393, 1421)
tour-row-cell: 12/8-15/8 (789, 1474, 842, 1486)
table-cell: 1.300.000 (192, 1332, 236, 1342)
masthead (4, 0, 405, 45)
table-cell (279, 1341, 393, 1350)
table-cell (279, 1332, 393, 1341)
table-cell: MOD. 73 (130, 1332, 165, 1342)
tour-row (1266, 1715, 1535, 1735)
izos-tours-logo: IZOS Tours (1376, 1784, 1466, 1802)
table-cell: 944 (92, 1368, 108, 1378)
column-divider (1004, 0, 1005, 2323)
headline-cypriot-girls: 20 ΚΥΠΡΙΟΠΟΥΛΕΣ ΣΤΙΣ ΚΑΤΑΣΚΗΝΩΣΕΙΣ ΓΙΑ ΤΑ ΠΑΙΔΙΑ ΑΣΤΥΝΟΜΙΚΩΝ (1033, 3, 1225, 42)
tour-row-cell: απο 12/8-15/8 (782, 1441, 861, 1453)
table-row (16, 1323, 393, 1332)
column-2: ΝΕΑ ΔΙΑΒΗΜΑΤΑ ΓΙΑ ΤΟ ΤΙΜΟΛΟΓΙΟ ΤΩΝ ΛΙΜΕΝΕΡΓΑΤΩΝ ΘΕΣΣΑΛΟΝΙΚΗΣ Το εργατικό κέντρο Θεσσαλονίκης απέστειλε έντονο τηλεγράφημα προς τον υπουργό Εμπορικής Ναυτιλίας και το Υπουργείο Εργασίας σχετικά με το τιμολόγιο των λιμενεργατών. ΖΗΤΕΙΤΑΙ ΕΝΙΣΧΥΣΗ ΤΩΝ ΣΥΝΤΑΞΙΟΥΧΩΝ ΤΟΥ ΤΕΒΕ Τον ιδιωτικό φορέα Ελλάδος εκπροσωπεί ο σύλλογος συνταξιούχων ΤΕΒΕ νομού Θεσσαλονίκης. ΑΚΟΜΑ 2.531.000 ΔΡΑΧΜ. ΓΙΑ ΚΟΙΝΩΦΕΛΗ ΕΡΓΑ ΣΤΟ ΝΟΜΟ ΡΟΔΟΠΗΣ ΟΙ ΘΕΙΟΥΧΕΣ ΙΑΜΑΤΙΚΕΣ ΠΗΓΕΣ ΓΕΝΙΣΕΑΣ ΔΙΠΛ. ΜΗΧΑΝΟΛΟΓΟΙ ΖΗΤΟΥΝΤΑΙ Πρός τήν ΕΜΠΟΡΑ Α.Ε. διά τό εξ ιδιωτικές κίνησης μηχανοργάνωση διαφόρων εργοστάσιων. Πληροφορίες: Θεσσαλονίκη 798-532 & 798-428 VILLA COSTA VERA Μονές επιπλωμένων διαμερισμάτων. Πληροφορίες ξενοδοχείο ΑΡΓΟΥ ΖΗΤΕΙΤΑΙ ΣΤΕΛΕΧΟΣ Ζητείται υπό μεγάλης Θεσσαλονίκης επιχείρησης στέλεχος για τμήμα πωλήσεων. ΠΩΛΟΥΝΤΑΙ ΒΑΡΕΙΑ ΚΕΝΑ ΣΙΔΗΡΑ Πληροφορίες 81.064 κ. Μαυρουδής πακο Α. ΒΑΣ. ΚΟΛΙΟΠΟΥΛΟΣ Α.Ε. ΑΠΟΘΗΚΗ ΠΑΛΑΙΟΧΑΡΤΟΥ ΠΑΡΑΓΩΓΗ ΧΑΡΤΟΚΙΒΩΤΙΩΝ ΖΗΤΕΙΤΑΙ ΟΔΗΓΟΣ νταλίκας, έμπειρος κάτοχος Θεσσαλονίκης με δίπλωμα κατηγορίας Ε'. 10ον χλμ. παλ. οδού Θεσσαλονίκης — Κιλκίς. Τηλ. 781-503, 781-525, κ. ΦΟΥΝΤΑ ΜΕΝΤΙΟΥΜ ΑΦΡΟΔΙΤΗ Θέλετε να μάθετε την τύχη σας; Το μέλλον σας, τι σας επιφυλάσσει; Εμπιστευθείτε τη μεγάλη μέντιουμ Αφροδίτη. Τηλ. 225-289. (410, 0, 607, 2323)
table-cell (128, 1377, 190, 1386)
tour-row-cell: ΔΡΧ. 28.400 (1477, 1685, 1535, 1695)
column-1: Σελίς 6 ΚΑΙ ΑΠΟ ΤΟΝ ΚΑΝΑΔΑ ΘΑ ΕΦΑΡΜΟΣΘΟΥΝ ΜΕΤΡΑ ΕΛΕΓΧΟΥ ΤΩΝ ΕΙΣΑΓΩΓΩΝ ΕΤΟΙΜΩΝ ΕΝΔΥΜΑΤΩΝ ΓΙΑ ΤΗΝ ΠΡΟΣΤΑΣΙΑ ΤΗΣ ΠΑΡΑΓΩΓΗΣ ΒΙΟΜΗΧΑΝΙΩΝ ΤΟΥ ΑΘΗΝΑ, 29.— Μέτρα ελέγχου στις εισαγωγές έτοιμων ενδυμάτων εφαρμόζει ο Καναδάς, προκειμένου να διαφυλάξει την εγχώρια λειτουργία της αγοράς αυτού από το υψηλό επίπεδο τιμών, προερχόμενο από φθηνούς παραγωγούς χώρες, και να προστατεύσει την εγχώρια βιομηχανία. Αυτά προκύπτουν από δηλώσεις Καναδού αρμοδίου. Η ΕΝΩΣΗ ΤΩΝ ΕΦΟΠΛΙΣΤΩΝ ΣΥΓΚΕΝΤΡΩΝΕΙ ΣΤΟΙΧΕΙΑ ΓΙΑ ΤΗΝ ΟΡΘΗ ΑΝΤΙΜΕΤΩΠΙΣΗ ΘΕΜΑΤΩΝ ΠΡΟΚΑΛΟΥΜΕΝΩΝ ΑΠΟ ΜΗ ΦΕΡΕΓΓΥΟΥΣ ΧΡΟΝΟΝΑΥΛΩΤΕΣ ΑΘΗΝΑ, 29.— Η Ένωση Ελλήνων Εφοπλιστών με εγκύκλιό της προς τα μέλη ζητά να της γνωστοποιηθούν τυχόν περιπτώσεις προβλημάτων από αφερέγγυους χρονοναυλωτές. ΓΝΩΣΤΟΠΟΙΗΣΙΣ Γνωστοποιούμε στην αξιότιμη πελατεία μας ότι, από 3 μέχρι 15 Αυγούστου ΚΑΝΟΥΜΕ ΔΙΑΚΟΠΕΣ και τα συνεργεία μας θα είναι κλειστά. Τα τμήματα όμως των ΑΝΤΑΛΛΑΚΤΙΚΩΝ και ΠΩΛΗΣΕΩΝ ΑΥΤΟΚΙΝΗΤΩΝ θα λειτουργούν κανονικά, για την εξυπηρέτηση της πελατείας μας. αντιπροσωπεία αυτοκινήτων SIMCA - CHRYSLER «ΒΑΚΩΝ» επε Πλ. Αριστοτέλους 8 δελτεξ ελλας ΠΡΟΣΦΟΡΑ ΜΕΤΑΧΕΙΡΙΣΜΕΝΩΝ χωματουργικών μηχανημάτων ΕΡΓΟΣΤΑΣΙΟ ΤΥΠΟΣ ΕΤΟΣ ΚΑΤ. ΤΙΜΗ ΠΩΛΗΣΕΩΣ ΧΡΟΝΟΣ ΠΑΡΑΔΟΣΕΩΣ CATERPILLAR 966C MOD. 73 1.750.000 ετοιμοπαράδοτο CATERPILLAR 950 MOD. 73 1.300.000 CATERPILLAR 955L 1.500.000 CATERPILLAR 955H 800.000 CATERPILLAR D6C MOD. 69 1.750.000 CATERPILLAR 944 400.000 PARGA 650.000 CATERPILLAR 988 MOD. 74 2.500.000 25 μέρες CATERPILLAR D8H MOD. 73 2.750.000 25 μέρες CATERPILLAR D8K MOD. 74 3.250.000 25 μέρες CATERPILLAR 977L MOD. 72 1.500.000 25 μέρες Για περισσότερες πληροφορίες Τηλεφωνήσατε: 234-600 ΑΠΟ ΤΗΝ Α.Ε. ΤΣΙΜΕΝΤΩΝ ΤΙΤΑΝ πωλούνται με πλειοδοτικό διαγωνισμό SCRAP χρωμονικελιούχου χυτοχάλυβα (50—60 τον.) και SCRAP μαγγανιούχου χυτοχάλυβα (60—70 τον.). Πληροφορίες για επιτόπια επίσκεψη και υποβολή προσφορών κ. Σ. Τριάντος, Τηλ. 654.527 (08.00—15.00 κάθε μέρα εκτός Σαββάτου). ΕΥΧΑΡΙΣΤΟΥΜΕ ΓΙΑ ΤΗΝ ΕΥΧΑΡΙΣΤΗ ΘΕΣΗ ΠΟΥ ΜΑΣ ΕΚΛΕΞΑΤΕ ΓΕΩΡΓΙΟΣ Β. ΜΠΙΜΠΗΣ καί ΣΥΝΕΡΓΑΤΑΙ ΤΕΧΝΙΚΑΙ - ΟΙΚΟΔΟΜΙΚΑΙ - ΚΑΤΑΣΚΕΥΑΣΤΙΚΑΙ ΕΠΙΧΕΙΡΗΣΕΙΣ Εγνατία 84 — τηλ. 276-066 ΣΗΜ.: Συμπληρώθηκαν πείρα 15 ετών στις κατασκευές και μελέτες (4, 0, 405, 2323)
tour-row-cell: ΜΟΣΧΑ-ΛΕΝΙΓΚΡΑΝΤ-ΒΟΛΓΟΓΡΑΝΤ-ΚΙΕΒΟ (1266, 1695, 1434, 1715)
table-cell: 966C (92, 1323, 113, 1333)
edge-fragment: Ε (1554, 205, 1572, 236)
tour-row-cell: 5/8-16/8 (798, 1463, 844, 1475)
tour-row-cell: 19/8-2/9 (1435, 1715, 1461, 1735)
tour-row-cell: δρχ. 20.500 (925, 1463, 992, 1475)
column-divider (609, 0, 610, 2323)
portrait-image (464, 1801, 553, 1910)
table-row (16, 1332, 393, 1341)
table-cell: CATERPILLAR (18, 1395, 70, 1405)
table-cell: D6C (92, 1359, 108, 1369)
runner-logo-icon: ⚑ (1281, 1917, 1334, 1971)
ad-tutoring: ΑΝΕΞΕΤΑΣΤΕΟΙ ΚΑΙ ΥΠΟΨΗΦΙΟΙ ΛΥΚΕΙΟΥ Τέλος στις αναχρονιστικές διακοπές σας Φροντιστήρια ΔΗΜ. ΚΑΡΑΓΙΑΝΝΗ ΕΓΝΑΤΙΑ 31 — Τηλέφ. 534-005 Έναρξη Τρίτη 1 Αυγούστου (618, 1197, 996, 1320)
column-divider (1547, 0, 1548, 2323)
ad-announcement: ΑΝΑΚΟΙΝΩΣΗ Τα γραφεία της Ευρωπαϊκής Ένωσης Ελευθέρων επαγγελματιών Μακεδονίας-Θράκης στη Μητροπόλεως 41 θα παραμείνουν κλειστά. (1013, 1144, 1245, 1271)
ad-august-tours: ΕΚΔΡΟΜΕΣ ΑΥΓΟΥΣΤΟΥ ΒΟΥΚΟΥΡΕΣΤΙ-ΣΙΝΑΙΑ απο 12/8-15/8 8 ημ. δρχ. 5.500 ΙΣΠΑΝΙΑ-ΓΥΡΟΣ ΑΝΔΑΛΟΥΣΙΑΣ 10/8-19/8 δρχ. 19.500 ΚΑΝΑΡΙΟΙ ΝΗΣΟΙ 5/8-16/8 δρχ. 20.500 ΒΟΥΔΑΠΕΣΤΗ 12/8-15/8 δρχ. 5.100 ΤΟΥΡΙΣΤΙΚΗ ΑΥΣΤΡΙΑ 12/8-28/8 δρχ. 18.950 ΒΟΥΔΑΠΕΣΤΗ-ΠΡΑΓΑ-ΒΙΕΝΝΗ 12/8-25/8 δρχ. 8.500 ΣΟΦΙΑ-ΦΙΛΙΠΠΟΥΠΟΛΗ 12/8-15/8 δρχ. 2.500 FOR A NICE TIME IZOS Tours ΤΗΛ.276127 (618, 1413, 996, 1582)
column-divider (1253, 0, 1254, 2323)
ad-scrap-iron: ΠΩΛΟΥΝΤΑΙ ΒΑΡΕΙΑ ΚΕΝΑ ΣΙΔΗΡΑ Πληροφορίες 81.064 κ. Μαυρουδής (418, 1385, 599, 1482)
ad-zoning: ΚΗΡΥΞΗ ΖΩΝΗΣ ΕΝΕΡΓΟΥ ΠΟΛΕΟΔΟΜΙΑΣ ΓΙΑ ΕΜΠΟΡΙΚΕΣ ΕΓΚΑΤΑΣΤΑΣΕΙΣ Κάνουμε γνωστό ότι με πράξη του Νομάρχη Θεσσαλονίκης κηρύχθηκε ζώνη ενεργού πολεοδομίας. Ο ΝΟΜΑΡΧΗΣ ΚΩΝ/ΝΟΣ ΤΖΩΜΑΚΑΝΟΥΛΗΣ (1013, 643, 1245, 858)
